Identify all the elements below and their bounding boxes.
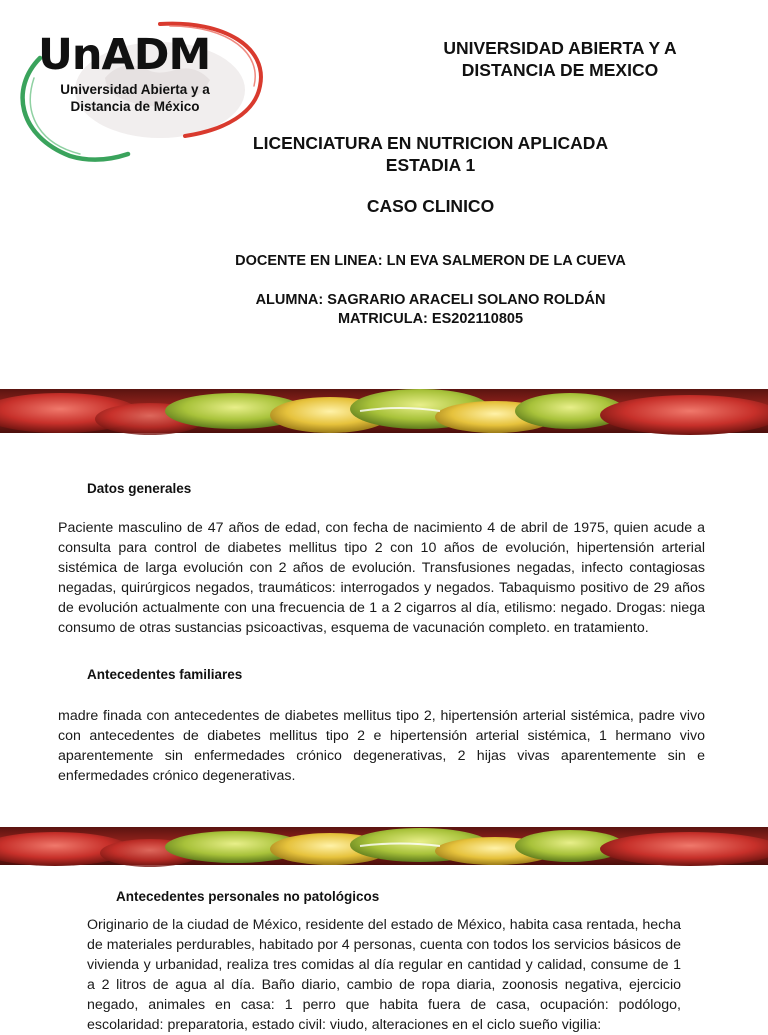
- program-title: LICENCIATURA EN NUTRICION APLICADA: [252, 133, 609, 153]
- paragraph-general: Paciente masculino de 47 años de edad, con fecha de nacimiento 4 de abril de 1975, quien acude a consulta para control de diabetes mellitus tipo 2 con 10 años de evolución, hipertensión arterial sistémica de larga evolución con 2 años de evolución. Transfusiones negadas, infecto contagiosas negadas, quirúrgicos negados, traumáticos: interrogados y negados. Tabaquismo positivo de 29 años de evolución actualmente con una frecuencia de 1 a 2 cigarros al día, etilismo: negado. Drogas: niega consumo de otras sustancias psicoactivas, esquema de vacunación completo. en tratamiento.: [58, 520, 705, 636]
- case-title: CASO CLINICO: [366, 196, 495, 216]
- matricula-line: MATRICULA: ES202110805: [337, 311, 524, 327]
- fruit-banner-middle: [0, 827, 768, 865]
- university-title: UNIVERSIDAD ABIERTA Y A DISTANCIA DE MEXICO: [443, 38, 677, 80]
- logo-subtitle: Universidad Abierta y a Distancia de México: [60, 82, 210, 114]
- teacher-line: DOCENTE EN LINEA: LN EVA SALMERON DE LA CUEVA: [235, 253, 626, 269]
- paragraph-family: madre finada con antecedentes de diabetes mellitus tipo 2, hipertensión arterial sistémica, padre vivo con antecedentes de diabetes mellitus tipo 2 e hipertensión arterial sistémica, 1 hermano vivo aparentemente sin enfermedades crónico degenerativas, 2 hijas vivas aparentemente sin e enfermedades crónico degenerativas.: [58, 708, 705, 784]
- student-line: ALUMNA: SAGRARIO ARACELI SOLANO ROLDÁN: [255, 292, 606, 308]
- section-heading-family: Antecedentes familiares: [87, 667, 243, 682]
- fruit-banner-top: [0, 389, 768, 433]
- fruit-banner-image: [0, 827, 768, 865]
- paragraph-personal: Originario de la ciudad de México, residente del estado de México, habita casa rentada, hecha de materiales perdurables, habitado por 4 personas, cuenta con todos los servicios básicos de vivienda y urbanidad, realiza tres comidas al día regular en cantidad y calidad, consume de 1 a 2 litros de agua al día. Baño diario, cambio de ropa diaria, zoonosis negativa, ejercicio negado, animales en casa: 1 perro que habita fuera de casa, ocupación: podólogo, escolaridad: preparatoria, estado civil: viudo, alteraciones en el ciclo sueño vigilia:: [87, 917, 681, 1033]
- logo-wordmark: UnADM: [38, 30, 211, 80]
- section-heading-personal: Antecedentes personales no patológicos: [116, 889, 380, 904]
- stage-title: ESTADIA 1: [385, 155, 476, 175]
- fruit-banner-image: [0, 389, 768, 433]
- section-heading-general: Datos generales: [87, 481, 192, 496]
